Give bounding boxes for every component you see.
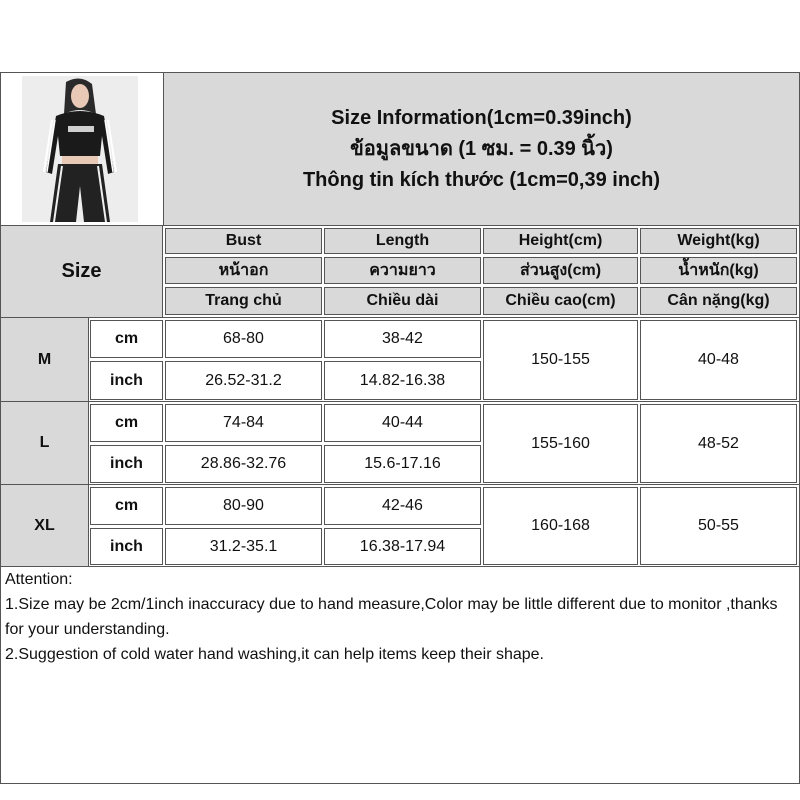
bust-header-th: หน้าอก [165, 257, 322, 284]
bust-inch-l: 28.86-32.76 [165, 445, 322, 483]
weight-m: 40-48 [640, 320, 797, 400]
height-header-vi: Chiều cao(cm) [483, 287, 638, 315]
title-block [164, 73, 799, 225]
weight-header-en: Weight(kg) [640, 228, 797, 254]
size-header [1, 226, 163, 317]
weight-xl: 50-55 [640, 487, 797, 565]
length-header-th: ความยาว [324, 257, 481, 284]
size-label-m: M [1, 318, 89, 401]
product-image [22, 76, 138, 222]
product-photo-illustration [22, 76, 138, 222]
bust-inch-xl: 31.2-35.1 [165, 528, 322, 565]
bust-cm-m: 68-80 [165, 320, 322, 358]
height-l: 155-160 [483, 404, 638, 483]
length-inch-l: 15.6-17.16 [324, 445, 481, 483]
unit-inch-m: inch [90, 361, 163, 400]
row-divider-l [0, 484, 800, 485]
notes-line-2: 2.Suggestion of cold water hand washing,it can help items keep their shape. [5, 646, 544, 663]
unit-cm-xl: cm [90, 487, 163, 525]
bust-header-en: Bust [165, 228, 322, 254]
title-vietnamese: Thông tin kích thước (1cm=0,39 inch) [302, 168, 661, 191]
unit-cm-m: cm [90, 320, 163, 358]
size-header-label: Size [61, 260, 102, 282]
size-label-xl: XL [1, 485, 89, 566]
height-m: 150-155 [483, 320, 638, 400]
length-cm-m: 38-42 [324, 320, 481, 358]
bust-cm-l: 74-84 [165, 404, 322, 442]
unit-inch-l: inch [90, 445, 163, 483]
size-label-l: L [1, 402, 89, 484]
bust-inch-m: 26.52-31.2 [165, 361, 322, 400]
bust-cm-xl: 80-90 [165, 487, 322, 525]
length-header-en: Length [324, 228, 481, 254]
notes-line-1: 1.Size may be 2cm/1inch inaccuracy due to hand measure,Color may be little different due to monitor ,thanks for your understanding. [5, 596, 778, 638]
title-english: Size Information(1cm=0.39inch) [331, 106, 632, 129]
height-header-en: Height(cm) [483, 228, 638, 254]
bust-header-vi: Trang chủ [165, 287, 322, 315]
unit-inch-xl: inch [90, 528, 163, 565]
length-header-vi: Chiều dài [324, 287, 481, 315]
notes-heading: Attention: [5, 571, 73, 588]
height-xl: 160-168 [483, 487, 638, 565]
unit-cm-l: cm [90, 404, 163, 442]
title-thai: ข้อมูลขนาด (1 ซม. = 0.39 นิ้ว) [350, 137, 613, 160]
height-header-th: ส่วนสูง(cm) [483, 257, 638, 284]
length-inch-xl: 16.38-17.94 [324, 528, 481, 565]
length-cm-l: 40-44 [324, 404, 481, 442]
attention-notes [5, 567, 795, 667]
row-divider-m [0, 401, 800, 402]
weight-header-th: น้ำหนัก(kg) [640, 257, 797, 284]
length-cm-xl: 42-46 [324, 487, 481, 525]
weight-header-vi: Cân nặng(kg) [640, 287, 797, 315]
length-inch-m: 14.82-16.38 [324, 361, 481, 400]
header-bottom-border [0, 317, 800, 318]
weight-l: 48-52 [640, 404, 797, 483]
